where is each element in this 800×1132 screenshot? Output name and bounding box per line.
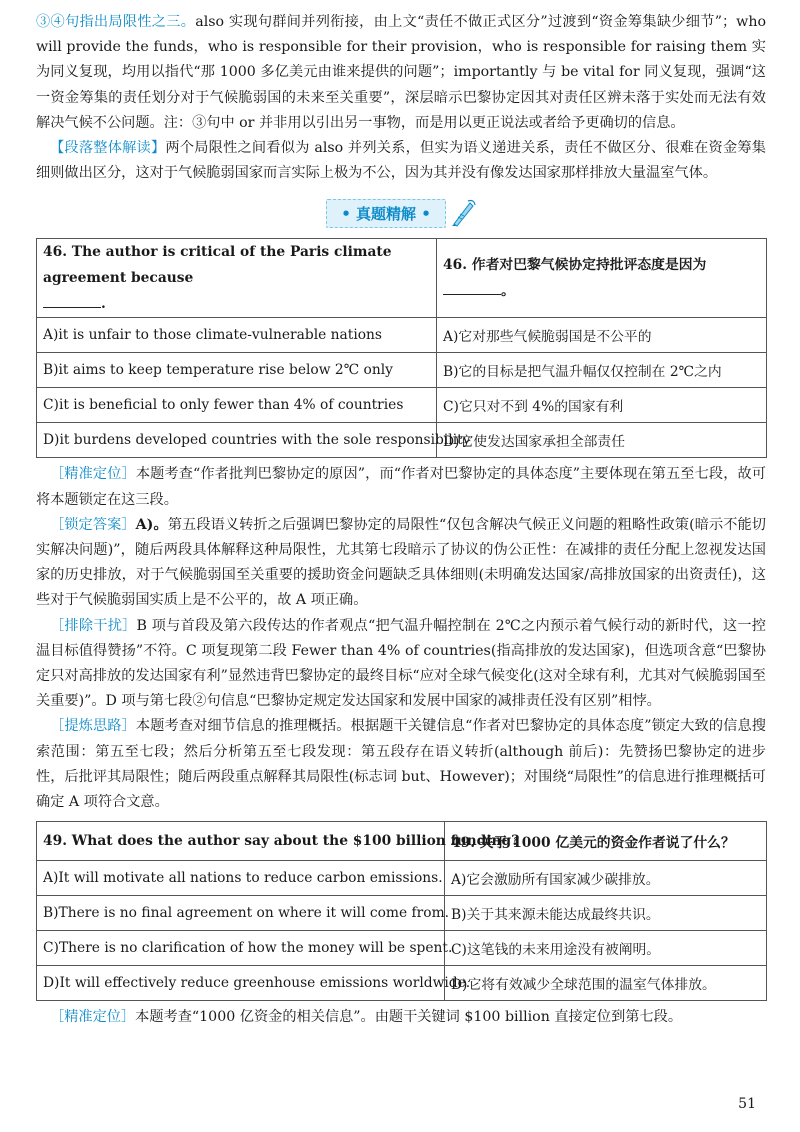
table-row [37, 423, 767, 458]
question-46-zh [437, 239, 767, 318]
intro-lead: ③④句指出局限性之三。 [36, 14, 196, 30]
option-zh: D)它使发达国家承担全部责任 [437, 423, 767, 458]
page-number: 51 [738, 1096, 756, 1112]
intro-paragraph-2 [36, 136, 766, 186]
option-en: A)It will motivate all nations to reduce carbon emissions. [37, 861, 445, 896]
option-zh: A)它对那些气候脆弱国是不公平的 [437, 318, 767, 353]
intro-paragraph-1 [36, 10, 766, 136]
table-row [37, 896, 767, 931]
question-49-zh: 49. 关于 1000 亿美元的资金作者说了什么？ [445, 822, 767, 861]
option-zh: A)它会激励所有国家减少碳排放。 [445, 861, 767, 896]
table-row [37, 388, 767, 423]
method-label: ［提炼思路］ [50, 718, 136, 735]
question-46-table [36, 238, 767, 458]
option-en: C)it is beneficial to only fewer than 4% of countries [37, 388, 437, 423]
option-zh: C)它只对不到 4%的国家有利 [437, 388, 767, 423]
page-content [36, 10, 766, 1030]
method-body: 本题考查对细节信息的推理概括。根据题干关键信息“作者对巴黎协定的具体态度”锁定大致的信息搜索范围：第五至七段；然后分析第五至七段发现：第五段存在语义转折(although 前后)：先赞扬巴黎协定的进步性，后批评其局限性；随后两段重点解释其局限性(标志词 but、However)；对围绕“局限性”的信息进行推理概括可确定 A 项符合文意。 [36, 718, 766, 811]
section-title: • 真题精解 • [326, 199, 446, 228]
question-end: . [101, 296, 106, 313]
option-en: D)It will effectively reduce greenhouse emissions worldwide. [37, 966, 445, 1001]
analysis-46-distractors [36, 614, 766, 715]
analysis-49-locate [36, 1005, 766, 1030]
table-row [37, 239, 767, 318]
table-row [37, 318, 767, 353]
analysis-46-method [36, 714, 766, 815]
answer-blank [43, 295, 101, 308]
locate-body: 本题考查“作者批判巴黎协定的原因”，而“作者对巴黎协定的具体态度”主要体现在第五至七段，故可将本题锁定在这三段。 [36, 466, 766, 508]
intro-body: also 实现句群间并列衔接，由上文“责任不做正式区分”过渡到“资金筹集缺少细节”；who will provide the funds，who is responsible for their provision，who is responsible for raising them 实为同义复现，均用以指代“那 1000 多亿美元由谁来提供的问题”；importantly 与 be vital for 同义复现，强调“这一资金筹集的责任划分对于气候脆弱国的未来至关重要”，深层暗示巴黎协定因其对责任区辨未落于实处而无法有效解决气候不公问题。注：③句中 or 并非用以引出另一事物，而是用以更正说法或者给予更确切的信息。 [36, 14, 766, 131]
paragraph-overview-label: 【段落整体解读】 [50, 140, 166, 157]
pen-icon [450, 199, 476, 227]
option-zh: C)这笔钱的未来用途没有被阐明。 [445, 931, 767, 966]
question-end: 。 [501, 283, 515, 300]
distractors-label: ［排除干扰］ [50, 617, 137, 634]
table-row [37, 966, 767, 1001]
table-row [37, 861, 767, 896]
option-zh: B)它的目标是把气温升幅仅仅控制在 2℃之内 [437, 353, 767, 388]
question-49-en: 49. What does the author say about the $100 billion funding? [37, 822, 445, 861]
answer-blank [443, 282, 501, 295]
question-46-en [37, 239, 437, 318]
answer-label: ［锁定答案］ [50, 516, 136, 533]
table-row [37, 353, 767, 388]
paragraph-overview-body: 两个局限性之间看似为 also 并列关系，但实为语义递进关系，责任不做区分、很难在资金筹集细则做出区分，这对于气候脆弱国家而言实际上极为不公，因为其并没有像发达国家那样排放大量温室气体。 [36, 140, 766, 182]
answer-body: 第五段语义转折之后强调巴黎协定的局限性“仅包含解决气候正义问题的粗略性政策(暗示不能切实解决问题)”，随后两段具体解释这种局限性，尤其第七段暗示了协议的伪公正性：在减排的责任分配上忽视发达国家的历史排放，对于气候脆弱国至关重要的援助资金问题缺乏具体细则(未明确发达国家/高排放国家的出资责任)，这些对于气候脆弱国实质上是不公平的，故 A 项正确。 [36, 516, 766, 609]
option-en: B)There is no final agreement on where it will come from. [37, 896, 445, 931]
option-zh: B)关于其来源未能达成最终共识。 [445, 896, 767, 931]
answer-letter: A)。 [135, 516, 168, 533]
question-text: 46. The author is critical of the Paris climate agreement because [43, 244, 392, 287]
analysis-46-answer [36, 513, 766, 614]
option-zh: D)它将有效减少全球范围的温室气体排放。 [445, 966, 767, 1001]
locate-label: ［精准定位］ [50, 466, 136, 483]
table-row [37, 931, 767, 966]
analysis-46-locate [36, 462, 766, 512]
locate-body: 本题考查“1000 亿资金的相关信息”。由题干关键词 $100 billion 直接定位到第七段。 [135, 1009, 683, 1026]
option-en: C)There is no clarification of how the money will be spent. [37, 931, 445, 966]
question-49-table [36, 821, 767, 1001]
option-en: B)it aims to keep temperature rise below 2℃ only [37, 353, 437, 388]
table-row [37, 822, 767, 861]
option-en: A)it is unfair to those climate-vulnerable nations [37, 318, 437, 353]
locate-label: ［精准定位］ [50, 1009, 136, 1026]
option-en: D)it burdens developed countries with the sole responsibility [37, 423, 437, 458]
question-text: 46. 作者对巴黎气候协定持批评态度是因为 [443, 257, 707, 274]
section-heading [36, 198, 766, 228]
distractors-body: B 项与首段及第六段传达的作者观点“把气温升幅控制在 2℃之内预示着气候行动的新时代，这一控温目标值得赞扬”不符。C 项复现第二段 Fewer than 4% of countries(指高排放的发达国家)，但选项含意“巴黎协定只对高排放的发达国家有利”显然违背巴黎协定的最终目标“应对全球气候变化(这对全球有利，尤其对气候脆弱国至关重要)”。D 项与第七段②句信息“巴黎协定规定发达国家和发展中国家的减排责任没有区别”相悖。 [36, 617, 766, 710]
